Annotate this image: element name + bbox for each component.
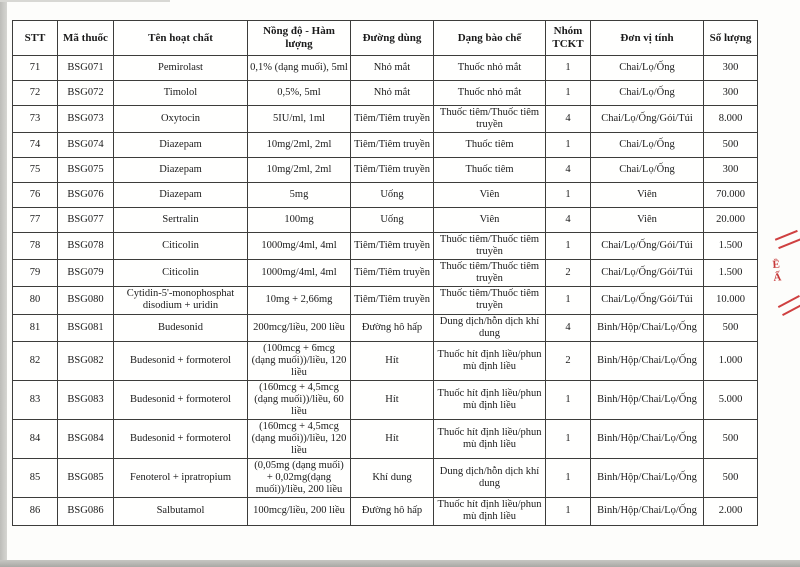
cell-so-luong: 300 [704,56,758,81]
cell-nhom-tckt: 1 [546,133,591,158]
cell-don-vi-tinh: Chai/Lọ/Ống [591,81,704,106]
cell-dang-bao-che: Thuốc tiêm/Thuốc tiêm truyền [434,106,546,133]
cell-dang-bao-che: Thuốc tiêm/Thuốc tiêm truyền [434,287,546,314]
cell-ten-hoat-chat: Citicolin [114,233,248,260]
cell-don-vi-tinh: Bình/Hộp/Chai/Lọ/Ống [591,420,704,459]
cell-nhom-tckt: 2 [546,260,591,287]
cell-dang-bao-che: Thuốc tiêm [434,133,546,158]
cell-dang-bao-che: Viên [434,183,546,208]
cell-ten-hoat-chat: Pemirolast [114,56,248,81]
cell-stt: 79 [13,260,58,287]
cell-nhom-tckt: 1 [546,380,591,419]
table-row [13,208,758,233]
drug-list-table [12,20,758,526]
cell-stt: 78 [13,233,58,260]
cell-ma-thuoc: BSG077 [58,208,114,233]
cell-ma-thuoc: BSG073 [58,106,114,133]
header-row [13,21,758,56]
cell-nhom-tckt: 1 [546,420,591,459]
cell-ma-thuoc: BSG083 [58,380,114,419]
cell-ten-hoat-chat: Oxytocin [114,106,248,133]
table-row [13,314,758,341]
cell-nong-do-ham-luong: 100mcg/liều, 200 liều [248,498,351,525]
cell-stt: 85 [13,459,58,498]
cell-so-luong: 500 [704,133,758,158]
table-row [13,81,758,106]
cell-stt: 84 [13,420,58,459]
cell-dang-bao-che: Viên [434,208,546,233]
cell-stt: 74 [13,133,58,158]
cell-so-luong: 1.500 [704,260,758,287]
table-row [13,233,758,260]
cell-dang-bao-che: Thuốc hít định liều/phun mù định liều [434,341,546,380]
cell-nhom-tckt: 1 [546,183,591,208]
cell-nong-do-ham-luong: 10mg/2ml, 2ml [248,133,351,158]
column-header-nhom-tckt: Nhóm TCKT [546,21,591,56]
cell-don-vi-tinh: Bình/Hộp/Chai/Lọ/Ống [591,314,704,341]
cell-dang-bao-che: Thuốc nhỏ mắt [434,81,546,106]
cell-don-vi-tinh: Chai/Lọ/Ống/Gói/Túi [591,260,704,287]
cell-nhom-tckt: 4 [546,106,591,133]
table-row [13,260,758,287]
cell-stt: 77 [13,208,58,233]
table-row [13,420,758,459]
cell-nong-do-ham-luong: (0,05mg (dạng muối) + 0,02mg(dạng muối))/liều, 200 liều [248,459,351,498]
cell-ma-thuoc: BSG079 [58,260,114,287]
table-row [13,106,758,133]
cell-ma-thuoc: BSG084 [58,420,114,459]
cell-ma-thuoc: BSG071 [58,56,114,81]
cell-nong-do-ham-luong: 5mg [248,183,351,208]
cell-ma-thuoc: BSG082 [58,341,114,380]
cell-stt: 82 [13,341,58,380]
column-header-so-luong: Số lượng [704,21,758,56]
cell-so-luong: 300 [704,81,758,106]
cell-don-vi-tinh: Chai/Lọ/Ống/Gói/Túi [591,106,704,133]
cell-don-vi-tinh: Bình/Hộp/Chai/Lọ/Ống [591,459,704,498]
cell-don-vi-tinh: Chai/Lọ/Ống/Gói/Túi [591,287,704,314]
cell-so-luong: 2.000 [704,498,758,525]
cell-ma-thuoc: BSG078 [58,233,114,260]
cell-nong-do-ham-luong: (100mcg + 6mcg (dạng muối))/liều, 120 liều [248,341,351,380]
cell-don-vi-tinh: Bình/Hộp/Chai/Lọ/Ống [591,498,704,525]
cell-duong-dung: Đường hô hấp [351,498,434,525]
cell-nhom-tckt: 4 [546,208,591,233]
cell-ma-thuoc: BSG086 [58,498,114,525]
table-row [13,158,758,183]
table-row [13,459,758,498]
cell-nong-do-ham-luong: 1000mg/4ml, 4ml [248,260,351,287]
cell-dang-bao-che: Thuốc hít định liều/phun mù định liều [434,498,546,525]
cell-nong-do-ham-luong: (160mcg + 4,5mcg (dạng muối))/liều, 60 liều [248,380,351,419]
red-stamp-stroke [775,230,800,249]
column-header-nong-do-ham-luong: Nồng độ - Hàm lượng [248,21,351,56]
table-row [13,133,758,158]
scan-edge-top [0,0,170,2]
cell-ma-thuoc: BSG075 [58,158,114,183]
red-stamp-stroke [778,295,800,316]
cell-nhom-tckt: 1 [546,287,591,314]
cell-dang-bao-che: Thuốc hít định liều/phun mù định liều [434,380,546,419]
cell-ten-hoat-chat: Budesonid + formoterol [114,380,248,419]
cell-so-luong: 1.500 [704,233,758,260]
cell-duong-dung: Tiêm/Tiêm truyền [351,133,434,158]
cell-nong-do-ham-luong: 100mg [248,208,351,233]
cell-stt: 86 [13,498,58,525]
cell-don-vi-tinh: Chai/Lọ/Ống [591,133,704,158]
cell-so-luong: 8.000 [704,106,758,133]
cell-duong-dung: Uống [351,208,434,233]
cell-so-luong: 70.000 [704,183,758,208]
cell-dang-bao-che: Dung dịch/hỗn dịch khí dung [434,459,546,498]
cell-ten-hoat-chat: Diazepam [114,133,248,158]
column-header-dang-bao-che: Dạng bào chế [434,21,546,56]
cell-nong-do-ham-luong: 10mg/2ml, 2ml [248,158,351,183]
cell-duong-dung: Tiêm/Tiêm truyền [351,287,434,314]
cell-ma-thuoc: BSG074 [58,133,114,158]
cell-nhom-tckt: 4 [546,158,591,183]
column-header-ma-thuoc: Mã thuốc [58,21,114,56]
table-header [13,21,758,56]
cell-nong-do-ham-luong: 10mg + 2,66mg [248,287,351,314]
cell-duong-dung: Tiêm/Tiêm truyền [351,106,434,133]
cell-dang-bao-che: Thuốc tiêm [434,158,546,183]
cell-duong-dung: Uống [351,183,434,208]
cell-nhom-tckt: 1 [546,498,591,525]
cell-don-vi-tinh: Viên [591,183,704,208]
cell-don-vi-tinh: Chai/Lọ/Ống/Gói/Túi [591,233,704,260]
cell-nhom-tckt: 4 [546,314,591,341]
cell-nong-do-ham-luong: 1000mg/4ml, 4ml [248,233,351,260]
cell-ma-thuoc: BSG076 [58,183,114,208]
cell-dang-bao-che: Dung dịch/hỗn dịch khí dung [434,314,546,341]
cell-duong-dung: Tiêm/Tiêm truyền [351,260,434,287]
table-body [13,56,758,526]
cell-don-vi-tinh: Bình/Hộp/Chai/Lọ/Ống [591,380,704,419]
red-stamp-text-fragment: Ề Ấ [772,258,783,285]
cell-ma-thuoc: BSG081 [58,314,114,341]
cell-stt: 72 [13,81,58,106]
cell-so-luong: 300 [704,158,758,183]
cell-nong-do-ham-luong: 200mcg/liều, 200 liều [248,314,351,341]
cell-ten-hoat-chat: Diazepam [114,158,248,183]
cell-duong-dung: Hít [351,420,434,459]
cell-so-luong: 500 [704,314,758,341]
cell-stt: 81 [13,314,58,341]
cell-ten-hoat-chat: Fenoterol + ipratropium [114,459,248,498]
cell-duong-dung: Nhỏ mắt [351,56,434,81]
cell-nhom-tckt: 1 [546,81,591,106]
scan-edge-left [0,0,7,567]
table-row [13,56,758,81]
cell-dang-bao-che: Thuốc nhỏ mắt [434,56,546,81]
cell-dang-bao-che: Thuốc tiêm/Thuốc tiêm truyền [434,260,546,287]
cell-stt: 83 [13,380,58,419]
cell-ten-hoat-chat: Citicolin [114,260,248,287]
cell-don-vi-tinh: Viên [591,208,704,233]
cell-don-vi-tinh: Bình/Hộp/Chai/Lọ/Ống [591,341,704,380]
cell-ten-hoat-chat: Diazepam [114,183,248,208]
cell-don-vi-tinh: Chai/Lọ/Ống [591,158,704,183]
column-header-ten-hoat-chat: Tên hoạt chất [114,21,248,56]
cell-ten-hoat-chat: Budesonid [114,314,248,341]
cell-nong-do-ham-luong: 0,1% (dạng muối), 5ml [248,56,351,81]
cell-don-vi-tinh: Chai/Lọ/Ống [591,56,704,81]
cell-ma-thuoc: BSG080 [58,287,114,314]
cell-so-luong: 10.000 [704,287,758,314]
cell-stt: 71 [13,56,58,81]
table-row [13,498,758,525]
cell-stt: 73 [13,106,58,133]
cell-dang-bao-che: Thuốc tiêm/Thuốc tiêm truyền [434,233,546,260]
cell-duong-dung: Tiêm/Tiêm truyền [351,233,434,260]
column-header-duong-dung: Đường dùng [351,21,434,56]
table-row [13,287,758,314]
cell-duong-dung: Nhỏ mắt [351,81,434,106]
cell-duong-dung: Đường hô hấp [351,314,434,341]
cell-so-luong: 500 [704,459,758,498]
cell-ten-hoat-chat: Budesonid + formoterol [114,420,248,459]
table-row [13,183,758,208]
cell-ten-hoat-chat: Salbutamol [114,498,248,525]
scan-edge-bottom [0,560,800,567]
cell-duong-dung: Hít [351,341,434,380]
cell-stt: 76 [13,183,58,208]
cell-nong-do-ham-luong: 0,5%, 5ml [248,81,351,106]
column-header-stt: STT [13,21,58,56]
cell-dang-bao-che: Thuốc hít định liều/phun mù định liều [434,420,546,459]
cell-nhom-tckt: 1 [546,56,591,81]
cell-so-luong: 20.000 [704,208,758,233]
cell-stt: 80 [13,287,58,314]
cell-nong-do-ham-luong: (160mcg + 4,5mcg (dạng muối))/liều, 120 liều [248,420,351,459]
table-row [13,341,758,380]
cell-so-luong: 1.000 [704,341,758,380]
column-header-don-vi-tinh: Đơn vị tính [591,21,704,56]
cell-nhom-tckt: 1 [546,459,591,498]
cell-ten-hoat-chat: Cytidin-5'-monophosphat disodium + uridin [114,287,248,314]
cell-nhom-tckt: 1 [546,233,591,260]
cell-stt: 75 [13,158,58,183]
cell-so-luong: 500 [704,420,758,459]
cell-duong-dung: Khí dung [351,459,434,498]
table-row [13,380,758,419]
cell-so-luong: 5.000 [704,380,758,419]
cell-ten-hoat-chat: Sertralin [114,208,248,233]
cell-ten-hoat-chat: Timolol [114,81,248,106]
cell-nong-do-ham-luong: 5IU/ml, 1ml [248,106,351,133]
cell-ma-thuoc: BSG072 [58,81,114,106]
cell-nhom-tckt: 2 [546,341,591,380]
cell-ma-thuoc: BSG085 [58,459,114,498]
cell-duong-dung: Hít [351,380,434,419]
cell-duong-dung: Tiêm/Tiêm truyền [351,158,434,183]
cell-ten-hoat-chat: Budesonid + formoterol [114,341,248,380]
